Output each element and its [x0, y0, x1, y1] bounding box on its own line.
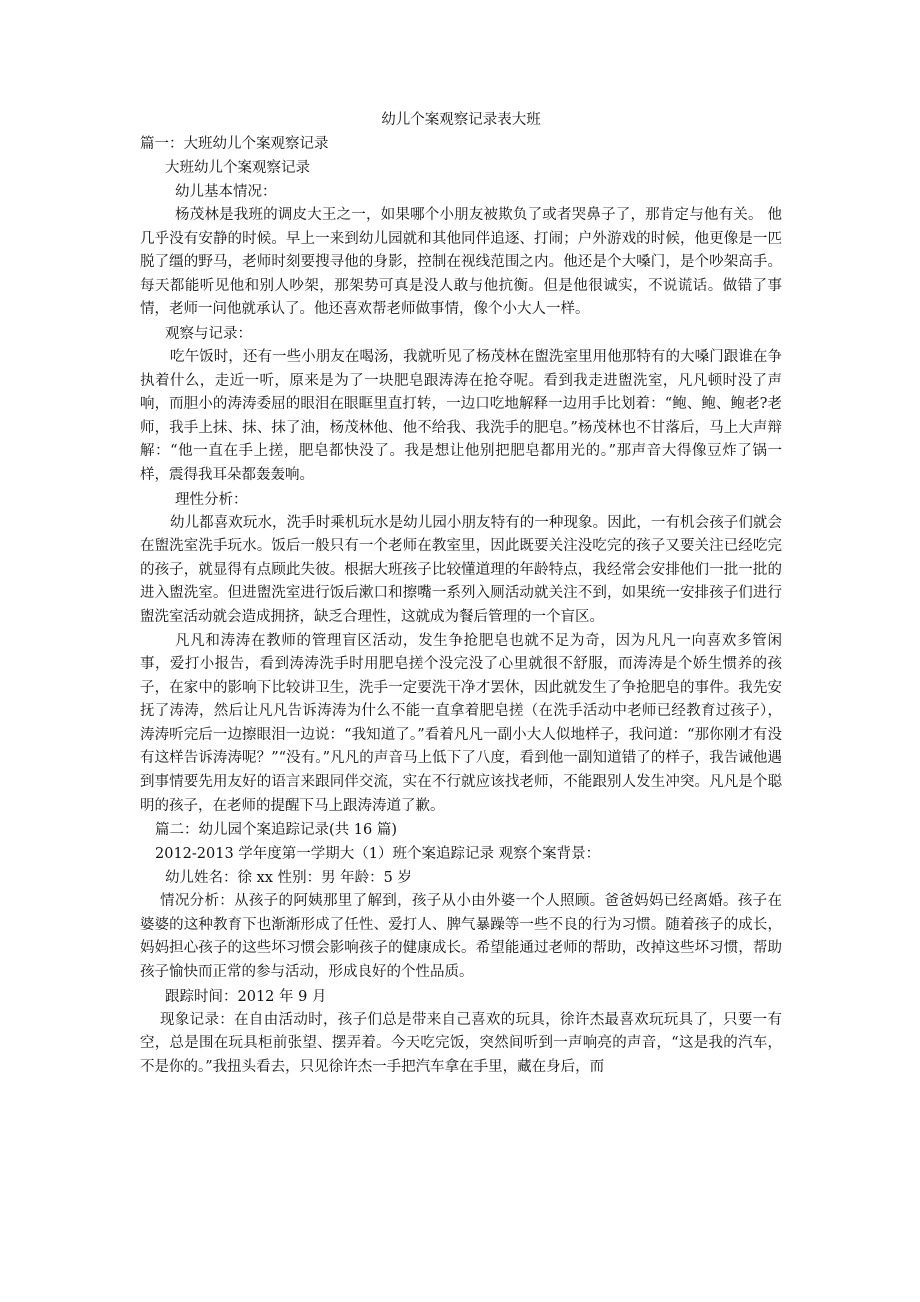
document-page: [140, 108, 782, 1079]
basic-info-label: 幼儿基本情况：: [175, 184, 277, 200]
record-paragraph: 现象记录：在自由活动时，孩子们总是带来自己喜欢的玩具，徐许杰最喜欢玩玩具了，只要一有空，总是围在玩具柜前张望、摆弄着。今天吃完饭，突然间听到一声响亮的声音，“这是我的汽车，不是你的。”我扭头看去，只见徐许杰一手把汽车拿在手里，藏在身后，而: [140, 1011, 782, 1075]
track-time: 跟踪时间：2012 年 9 月: [165, 988, 327, 1005]
analysis-paragraph-2: 凡凡和涛涛在教师的管理盲区活动，发生争抢肥皂也就不足为奇，因为凡凡一向喜欢多管闲事，爱打小报告，看到涛涛洗手时用肥皂搓个没完没了心里就很不舒服，而涛涛是个娇生惯养的孩子，在家中的影响下比较讲卫生，洗手一定要洗干净才罢休，因此就发生了争抢肥皂的事件。我先安抚了涛涛，然后让凡凡告诉涛涛为什么不能一直拿着肥皂搓（在洗手活动中老师已经教育过孩子），涛涛听完后一边擦眼泪一边说：“我知道了。”看着凡凡一副小大人似地样子，我问道：“那你刚才有没有这样告诉涛涛呢？”“没有。”凡凡的声音马上低下了八度，看到他一副知道错了的样子，我告诫他遇到事情要先用友好的语言来跟同伴交流，实在不行就应该找老师，不能跟别人发生冲突。凡凡是个聪明的孩子，在老师的提醒下马上跟涛涛道了歉。: [140, 632, 782, 814]
situation-paragraph: 情况分析：从孩子的阿姨那里了解到，孩子从小由外婆一个人照顾。爸爸妈妈已经离婚。孩子在婆婆的这种教育下也渐渐形成了任性、爱打人、脾气暴躁等一些不良的行为习惯。随着孩子的成长，妈妈担心孩子的这些坏习惯会影响孩子的健康成长。希望能通过老师的帮助，改掉这些坏习惯，帮助孩子愉快而正常的参与活动，形成良好的个性品质。: [140, 893, 782, 981]
analysis-label: 理性分析：: [175, 491, 248, 508]
document-title: 幼儿个案观察记录表大班: [381, 112, 541, 128]
observe-label: 观察与记录：: [165, 325, 252, 342]
analysis-paragraph-1: 幼儿都喜欢玩水，洗手时乘机玩水是幼儿园小朋友特有的一种现象。因此，一有机会孩子们就会在盥洗室洗手玩水。饭后一般只有一个老师在教室里，因此既要关注没吃完的孩子又要关注已经吃完的孩子，就显得有点顾此失彼。根据大班孩子比较懂道理的年龄特点，我经常会安排他们一批一批的进入盥洗室。但进盥洗室进行饭后漱口和擦嘴一系列入厕活动就关注不到，如果统一安排孩子们进行盥洗室活动就会造成拥挤，缺乏合理性，这就成为餐后管理的一个盲区。: [140, 514, 782, 625]
part2-heading: 篇二：幼儿园个案追踪记录(共 16 篇): [155, 822, 397, 839]
basic-info-paragraph: 杨茂林是我班的调皮大王之一，如果哪个小朋友被欺负了或者哭鼻子了，那肯定与他有关。 他几乎没有安静的时候。早上一来到幼儿园就和其他同伴追逐、打闹；户外游戏的时候，他更像是一匹脱了缰的野马，老师时刻要搜寻他的身影，控制在视线范围之内。他还是个大嗓门，是个吵架高手。每天都能听见他和别人吵架，那架势可真是没人敢与他抗衡。但是他很诚实，不说谎话。做错了事情，老师一问他就承认了。他还喜欢帮老师做事情，像个小大人一样。: [140, 207, 782, 318]
child-info: 幼儿姓名：徐 xx 性别：男 年龄：5 岁: [165, 870, 413, 887]
part1-heading: 篇一：大班幼儿个案观察记录: [140, 136, 329, 152]
observe-paragraph: 吃午饭时，还有一些小朋友在喝汤，我就听见了杨茂林在盥洗室里用他那特有的大嗓门跟谁在争执着什么，走近一听，原来是为了一块肥皂跟涛涛在抢夺呢。看到我走进盥洗室，凡凡顿时没了声响，而胆小的涛涛委屈的眼泪在眼眶里直打转，一边口吃地解释一边用手比划着：“鲍、鲍、鲍老?老师，我手上抹、抹、抹了油，杨茂林他、他不给我、我洗手的肥皂。”杨茂林也不甘落后，马上大声辩解：“他一直在手上搓，肥皂都快没了。我是想让他别把肥皂都用光的。”那声音大得像豆炸了锅一样，震得我耳朵都轰轰响。: [140, 348, 782, 483]
part1-subheading: 大班幼儿个案观察记录: [165, 160, 310, 176]
part2-subheading: 2012-2013 学年度第一学期大（1）班个案追踪记录 观察个案背景：: [155, 846, 601, 863]
